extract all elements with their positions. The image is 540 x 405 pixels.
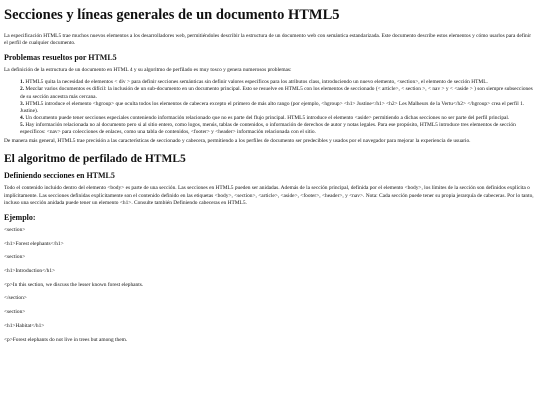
list-item: 3. HTML5 introduce el elemento <hgroup> que oculta todos los elementos de cabecera excepto el primero de más alto rango (por ejemplo, <hgroup> <h1> Justine</h1> <h2> Les Malheurs de la Vertu</h2> </hgroup> crea el perfil 1. Justine).: [20, 100, 525, 114]
page-title: Secciones y líneas generales de un documento HTML5: [4, 7, 340, 23]
code-line: <section>: [4, 254, 26, 261]
list-item: 2. Mezclar varios documentos es difícil: la inclusión de un sub-documento en un documento principal. Esto se resuelve en HTML5 con los elementos de seccionado (< article>, < section >, < nav > y < <aside > ) son siempre subsecciones de su sección ancestra más cercana.: [20, 86, 533, 100]
problems-intro: La definición de la estructura de un documento en HTML 4 y su algoritmo de perfilado es muy tosco y genera numerosos problemas:: [4, 67, 292, 74]
problems-list: [4, 79, 536, 136]
list-item: 1. HTML5 quita la necesidad de elementos < div > para definir secciones semánticas sin definir valores específicos para los atributos class, introduciendo un nuevo elemento, <section>, el elemento de sección HTML.: [20, 79, 488, 86]
code-line: <h1>Forest elephants</h1>: [4, 240, 64, 247]
code-line: <h1>Habitat</h1>: [4, 322, 45, 329]
code-line: <p>Forest elephants do not live in trees but among them.: [4, 336, 128, 343]
define-sections-heading: Definiendo secciones en HTML5: [4, 171, 115, 181]
algorithm-heading: El algoritmo de perfilado de HTML5: [4, 153, 186, 166]
list-item: 5. Hay información relacionada no al documento pero si al sitio entero, como logos, menús, tablas de contenidos, o información de derechos de autor y notas legales. Para ese propósito, HTML5 introduce tres elementos de sección específicos: <nav> para colecciones de enlaces, como una tabla de contenidos, <footer> y <header> información relacionada con el sitio.: [20, 122, 516, 136]
code-line: </section>: [4, 295, 27, 302]
problems-heading: Problemas resueltos por HTML5: [4, 53, 117, 63]
code-line: <section>: [4, 309, 26, 316]
code-line: <h1>Introduction</h1>: [4, 267, 56, 274]
code-line: <section>: [4, 226, 26, 233]
list-item: 4. Un documento puede tener secciones especiales conteniendo información relacionado que no es parte del flujo principal. HTML5 introduce el elemento <aside> permitiendo a dichas secciones no ser parte del perfil principal.: [20, 114, 510, 121]
code-example: [4, 227, 536, 344]
summary-paragraph: De manera más general, HTML5 trae precisión a las características de seccionado y cabecera, permitiendo a los perfiles de documento ser predecibles y usados por el navegador para mejorar la experiencia de usuario.: [4, 138, 471, 145]
intro-paragraph: La especificación HTML5 trae muchos nuevos elementos a los desarrolladores web, permitiéndoles describir la estructura de un documento web con semántica estandarizada. Este documento describe estos elementos y cómo usarlos para definir el perfil de cualquier documento.: [4, 32, 532, 47]
code-line: <p>In this section, we discuss the lesser known forest elephants.: [4, 281, 144, 288]
example-heading: Ejemplo:: [4, 212, 36, 222]
define-sections-paragraph: Todo el contenido incluido dentro del elemento <body> es parte de una sección. Las secciones en HTML5 pueden ser anidadas. Además de la sección principal, definida por el elemento <body>, los límites de la sección son definidos explícita o implícitamente. Las secciones definidas explícitamente son el contenido definido en las etiquetas <body>, <section>, <article>, <aside>, <footer>, <header>, y <nav>. Nota: Cada sección puede tener su propia jerarquía de cabeceras. Por lo tanto, incluso una sección anidada puede tener un elemento <h1>. Consulte también Definiendo cabeceras en HTML5.: [4, 185, 534, 206]
